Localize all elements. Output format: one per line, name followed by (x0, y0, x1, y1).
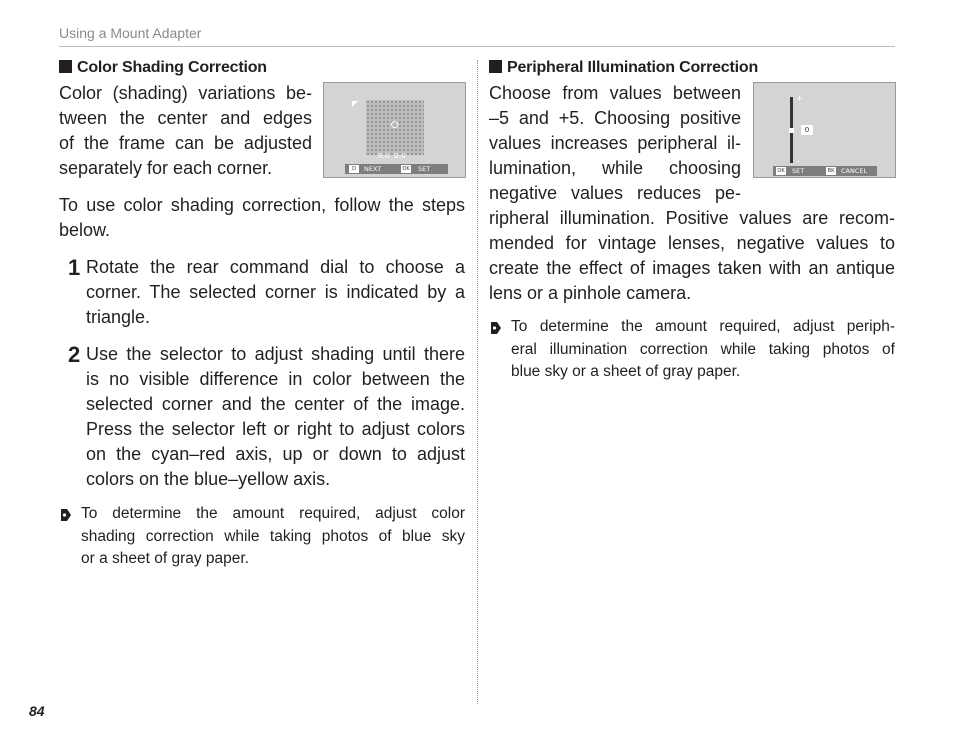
note-text (511, 316, 895, 384)
text-line: below. (59, 220, 111, 240)
text-line: eral illumination correction while taking photos of (511, 340, 895, 358)
text-line: –5 and +5. Choosing positive (489, 108, 741, 128)
step-2-text (86, 342, 465, 492)
column-divider (477, 60, 478, 704)
text-line: shading correction while taking photos of blue sky (81, 527, 465, 545)
step-number: 2 (68, 342, 81, 367)
text-line: mended for vintage lenses, negative values to (489, 233, 895, 253)
header-rule (59, 46, 895, 47)
text-line: Use the selector to adjust shading until there (86, 344, 465, 364)
plus-sign: + (796, 94, 803, 103)
step-number: 1 (68, 255, 81, 280)
square-bullet-icon (489, 60, 502, 73)
note-text (81, 503, 465, 571)
section-heading-color-shading (59, 59, 267, 77)
running-head: Using a Mount Adapter (59, 25, 202, 41)
text-line: corner. The selected corner is indicated by a (86, 282, 465, 302)
text-line: Choose from values between (489, 83, 741, 103)
text-line: on the cyan–red axis, up or down to adjust (86, 444, 465, 464)
intro-text (59, 81, 312, 181)
text-line: To determine the amount required, adjust periph- (511, 318, 895, 335)
page-number: 84 (29, 703, 45, 719)
shading-grid (366, 100, 424, 155)
text-line: To determine the amount required, adjust color (81, 505, 465, 522)
text-line: colors on the blue–yellow axis. (86, 469, 331, 489)
intro-text-narrow (489, 81, 741, 206)
text-line: blue sky or a sheet of gray paper. (511, 363, 741, 380)
heading-text: Color Shading Correction (77, 59, 267, 76)
text-line: tween the center and edges (59, 108, 312, 128)
text-line: negative values reduces pe- (489, 183, 741, 203)
peripheral-illumination-screen (753, 82, 896, 178)
cancel-label: CANCEL (841, 167, 868, 175)
text-line: Color (shading) variations be- (59, 83, 312, 103)
text-line: values increases peripheral il- (489, 133, 741, 153)
text-line: of the frame can be adjusted (59, 133, 312, 153)
text-line: To use color shading correction, follow the steps (59, 195, 465, 215)
text-line: lens or a pinhole camera. (489, 283, 692, 303)
text-line: ripheral illumination. Positive values are recom- (489, 208, 895, 228)
body-text-wide (489, 206, 895, 306)
color-shading-screen (323, 82, 466, 178)
screen-button-bar (345, 164, 448, 174)
grid-center-cursor-icon (391, 121, 398, 128)
note-icon (60, 508, 72, 522)
rb-readout: R:0 B:0 (378, 152, 406, 160)
selected-corner-triangle-icon (352, 101, 358, 107)
text-line: create the effect of images taken with an antique (489, 258, 895, 278)
square-bullet-icon (59, 60, 72, 73)
next-label: NEXT (364, 165, 382, 173)
ok-key-icon: OK (777, 168, 785, 174)
text-line: Press the selector left or right to adjust colors (86, 419, 465, 439)
section-heading-peripheral-illumination (489, 59, 758, 77)
minus-sign: – (796, 157, 800, 166)
text-line: Rotate the rear command dial to choose a (86, 257, 465, 277)
next-key-icon: D (349, 165, 359, 173)
value-box: 0 (801, 125, 813, 135)
text-line: selected corner and the center of the image. (86, 394, 465, 414)
text-line: is no visible difference in color between the (86, 369, 465, 389)
text-line: separately for each corner. (59, 158, 273, 178)
set-label: SET (418, 165, 431, 173)
note-icon (490, 321, 502, 335)
set-label: SET (792, 167, 805, 175)
text-line: triangle. (86, 307, 151, 327)
step-1-text (86, 255, 465, 330)
ok-key-icon: OK (402, 166, 410, 172)
text-line: lumination, while choosing (489, 158, 741, 178)
text-line: or a sheet of gray paper. (81, 550, 250, 567)
heading-text: Peripheral Illumination Correction (507, 59, 759, 76)
lead-text (59, 193, 465, 243)
slider-handle (789, 128, 794, 133)
back-key-icon: BK (827, 168, 835, 174)
